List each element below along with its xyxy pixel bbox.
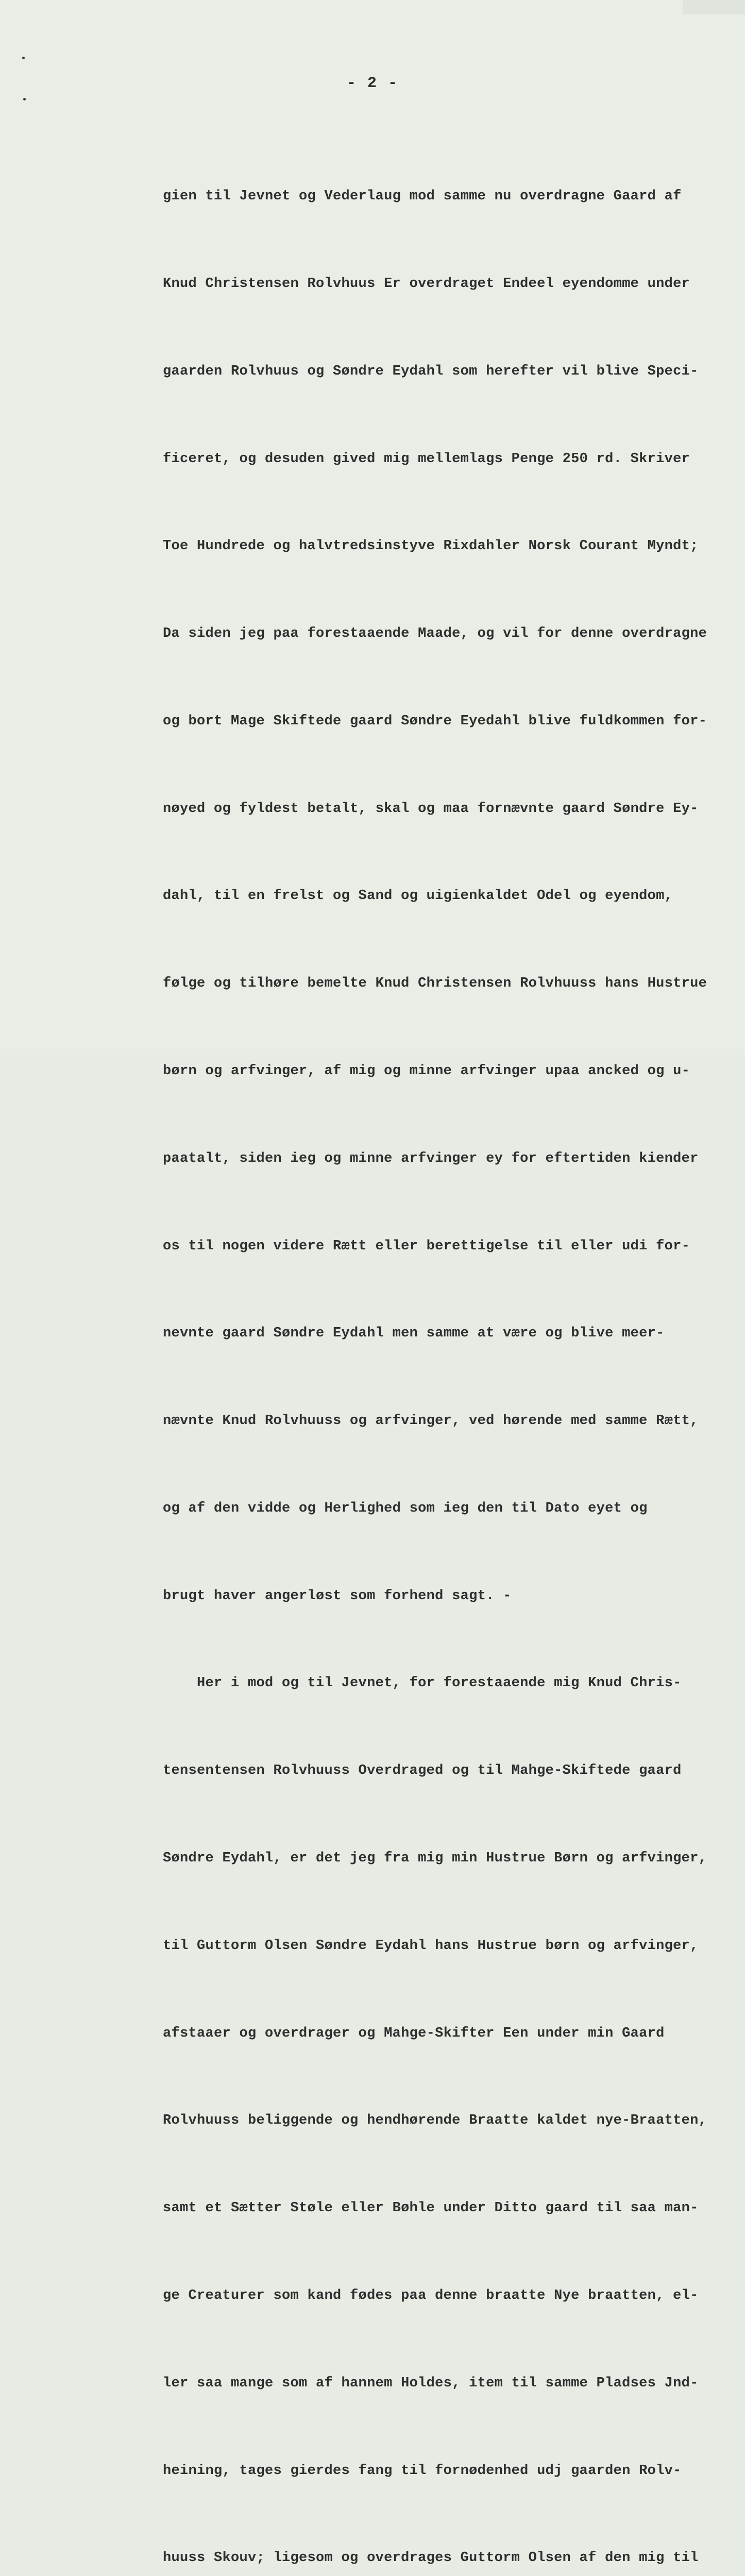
text-line: Rolvhuuss beliggende og hendhørende Braatte kaldet nye-Braatten, (163, 2113, 707, 2129)
text-line: og af den vidde og Herlighed som ieg den til Dato eyet og (163, 1500, 648, 1516)
text-line: os til nogen videre Rætt eller berettigelse til eller udi for- (163, 1238, 690, 1254)
text-line: tensentensen Rolvhuuss Overdraged og til Mahge-Skiftede gaard (163, 1763, 682, 1779)
text-line: ler saa mange som af hannem Holdes, item til samme Pladses Jnd- (163, 2375, 699, 2391)
text-line: nævnte Knud Rolvhuuss og arfvinger, ved hørende med samme Rætt, (163, 1413, 699, 1429)
text-line: Her i mod og til Jevnet, for forestaaende mig Knud Chris- (163, 1675, 682, 1691)
text-line: brugt haver angerløst som forhend sagt. - (163, 1588, 512, 1604)
text-line: paatalt, siden ieg og minne arfvinger ey for eftertiden kiender (163, 1150, 699, 1166)
text-line: og bort Mage Skiftede gaard Søndre Eyedahl blive fuldkommen for- (163, 713, 707, 729)
text-line: Da siden jeg paa forestaaende Maade, og vil for denne overdragne (163, 626, 707, 642)
text-line: ficeret, og desuden gived mig mellemlags Penge 250 rd. Skriver (163, 451, 690, 467)
text-line: gien til Jevnet og Vederlaug mod samme nu overdragne Gaard af (163, 189, 682, 205)
margin-dot (23, 98, 26, 100)
text-line: ge Creaturer som kand fødes paa denne braatte Nye braatten, el- (163, 2287, 699, 2303)
text-line: Søndre Eydahl, er det jeg fra mig min Hustrue Børn og arfvinger, (163, 1851, 707, 1867)
text-line: Toe Hundrede og halvtredsinstyve Rixdahler Norsk Courant Myndt; (163, 538, 699, 554)
text-line: til Guttorm Olsen Søndre Eydahl hans Hustrue børn og arfvinger, (163, 1938, 699, 1954)
text-line: følge og tilhøre bemelte Knud Christensen Rolvhuuss hans Hustrue (163, 976, 707, 992)
page-corner-shade (683, 0, 745, 14)
text-line: nøyed og fyldest betalt, skal og maa fornævnte gaard Søndre Ey- (163, 801, 699, 817)
text-line: afstaaer og overdrager og Mahge-Skifter Een under min Gaard (163, 2025, 665, 2041)
page-number: - 2 - (346, 75, 398, 92)
text-line: dahl, til en frelst og Sand og uigienkaldet Odel og eyendom, (163, 888, 673, 904)
body-text (163, 124, 730, 2576)
text-line: gaarden Rolvhuus og Søndre Eydahl som herefter vil blive Speci- (163, 363, 699, 379)
text-line: samt et Sætter Støle eller Bøhle under Ditto gaard til saa man- (163, 2200, 699, 2216)
margin-dot (22, 57, 25, 59)
text-line: børn og arfvinger, af mig og minne arfvinger upaa ancked og u- (163, 1063, 690, 1079)
text-line: Knud Christensen Rolvhuus Er overdraget Endeel eyendomme under (163, 276, 690, 292)
text-line: huuss Skouv; ligesom og overdrages Guttorm Olsen af den mig til (163, 2550, 699, 2566)
text-line: heining, tages gierdes fang til fornødenhed udj gaarden Rolv- (163, 2463, 682, 2479)
text-line: nevnte gaard Søndre Eydahl men samme at være og blive meer- (163, 1326, 665, 1342)
